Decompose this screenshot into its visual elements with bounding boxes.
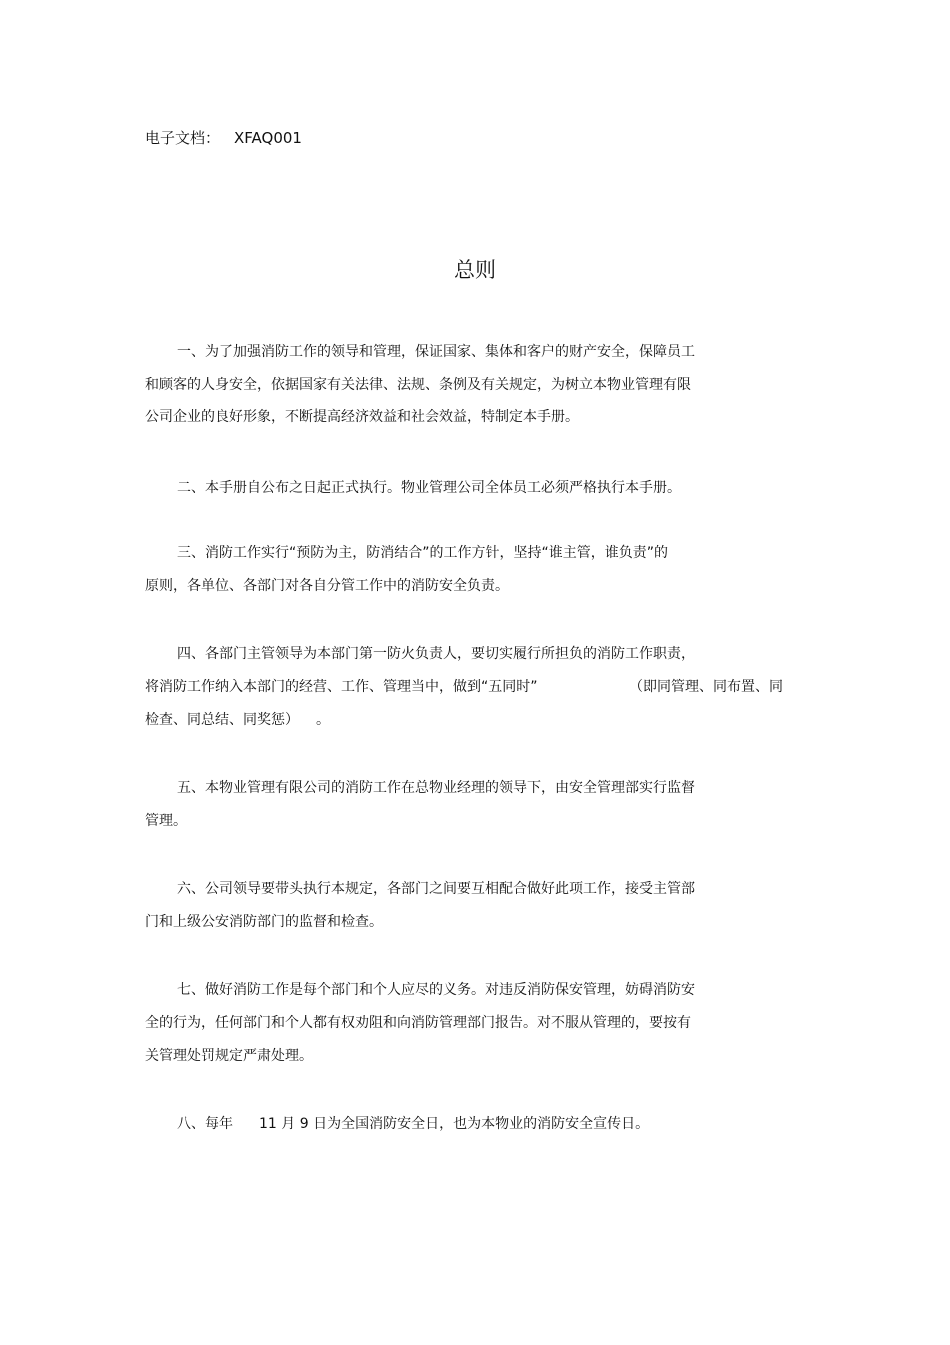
article-4-line-1: 四、各部门主管领导为本部门第一防火负责人，要切实履行所担负的消防工作职责， <box>177 646 695 662</box>
article-3-line-2: 原则，各单位、各部门对各自分管工作中的消防安全负责。 <box>145 578 509 594</box>
document-id-code: XFAQ001 <box>234 129 302 147</box>
page-title: 总则 <box>454 258 496 282</box>
article-1-line-1: 一、为了加强消防工作的领导和管理，保证国家、集体和客户的财产安全，保障员工 <box>177 344 695 360</box>
article-3-line-1: 三、消防工作实行“预防为主，防消结合”的工作方针，坚持“谁主管，谁负责”的 <box>177 545 669 561</box>
article-4-line-3-end: 。 <box>316 712 330 728</box>
article-8-line-1: 八、每年 <box>177 1116 233 1132</box>
article-8-line-1-date: 11 月 9 日为全国消防安全日，也为本物业的消防安全宣传日。 <box>259 1116 650 1132</box>
article-6-line-2: 门和上级公安消防部门的监督和检查。 <box>145 914 383 930</box>
article-5-line-2: 管理。 <box>145 813 187 829</box>
article-2-line-1: 二、本手册自公布之日起正式执行。物业管理公司全体员工必须严格执行本手册。 <box>177 480 681 496</box>
document-id-label: 电子文档： <box>145 129 221 147</box>
article-1-line-2: 和顾客的人身安全，依据国家有关法律、法规、条例及有关规定，为树立本物业管理有限 <box>145 377 691 393</box>
article-5-line-1: 五、本物业管理有限公司的消防工作在总物业经理的领导下，由安全管理部实行监督 <box>177 780 695 796</box>
article-4-line-2: 将消防工作纳入本部门的经营、工作、管理当中，做到“五同时” <box>145 679 538 695</box>
article-7-line-3: 关管理处罚规定严肃处理。 <box>145 1048 313 1064</box>
document-id <box>145 127 302 149</box>
article-1-line-3: 公司企业的良好形象，不断提高经济效益和社会效益，特制定本手册。 <box>145 409 579 425</box>
article-4-line-3: 检查、同总结、同奖惩） <box>145 712 299 728</box>
article-4-line-2-paren: （即同管理、同布置、同 <box>629 679 783 695</box>
article-7-line-1: 七、做好消防工作是每个部门和个人应尽的义务。对违反消防保安管理，妨碍消防安 <box>177 982 695 998</box>
article-7-line-2: 全的行为，任何部门和个人都有权劝阻和向消防管理部门报告。对不服从管理的，要按有 <box>145 1015 691 1031</box>
article-6-line-1: 六、公司领导要带头执行本规定，各部门之间要互相配合做好此项工作，接受主管部 <box>177 881 695 897</box>
